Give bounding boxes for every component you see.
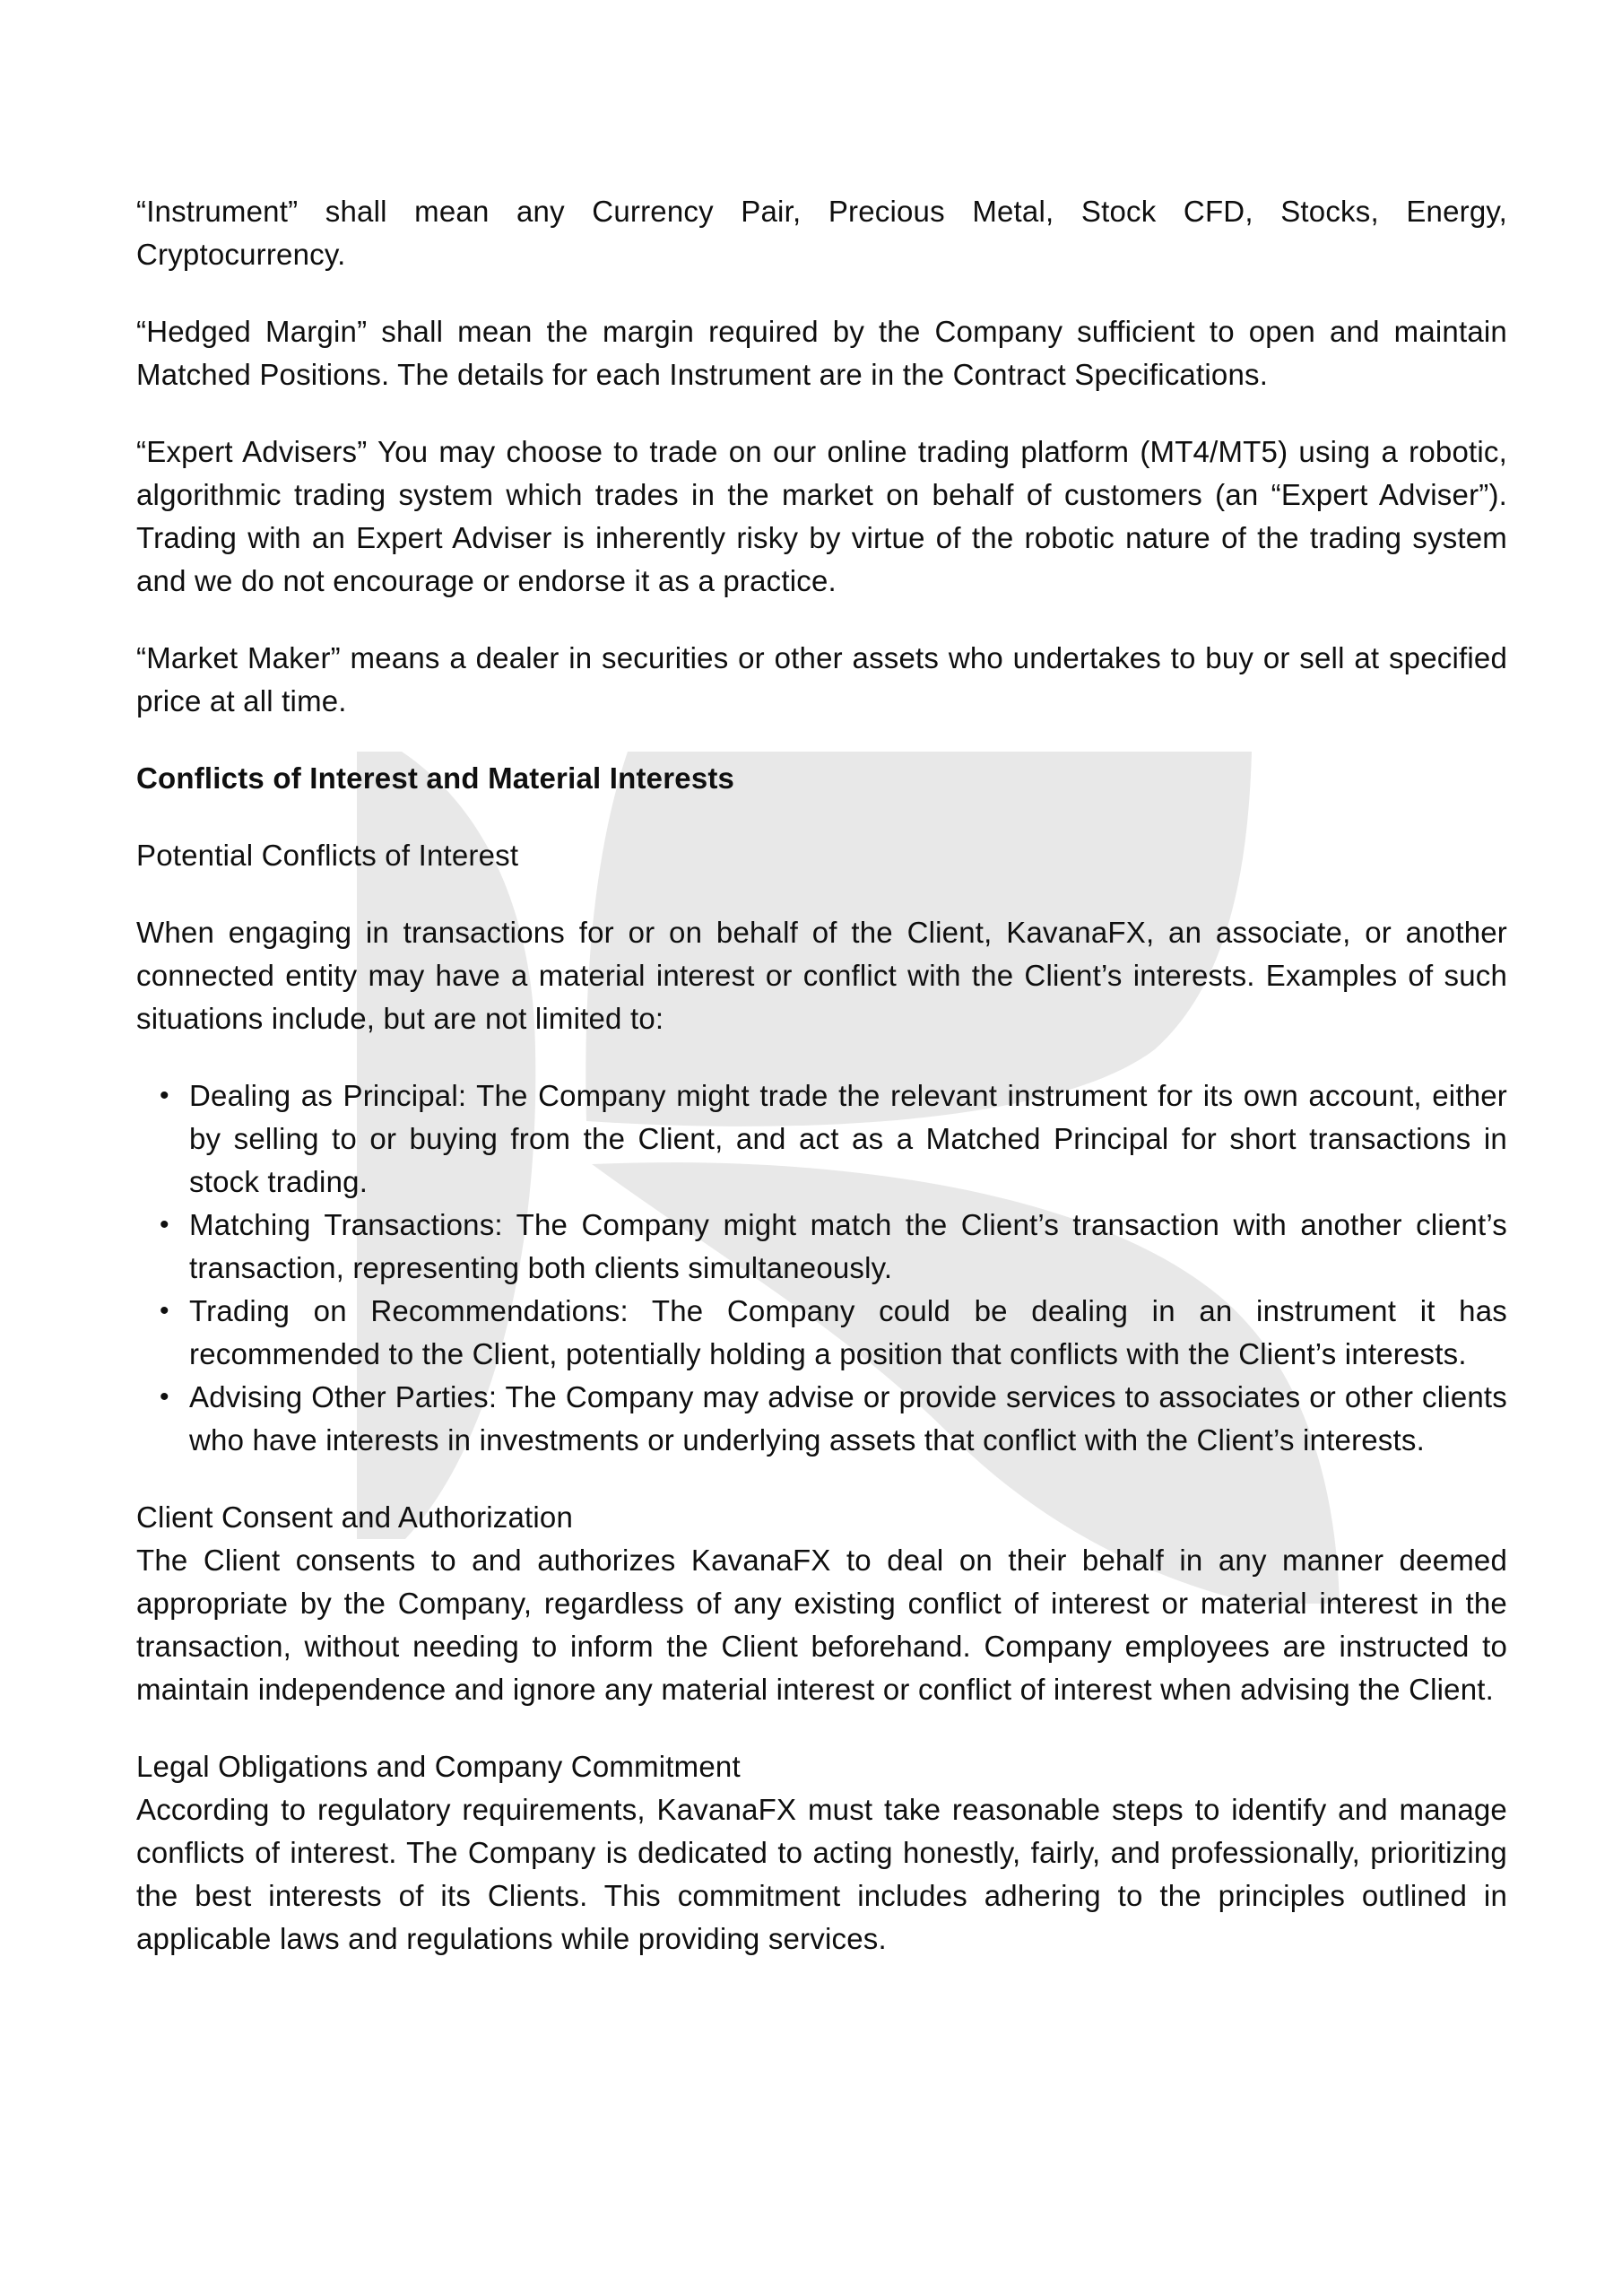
paragraph-instrument-definition: “Instrument” shall mean any Currency Pair, Precious Metal, Stock CFD, Stocks, Energy, Cryptocurrency. [136, 195, 1507, 271]
section-legal-obligations [136, 1745, 1507, 1961]
section-client-consent [136, 1496, 1507, 1711]
subheading-potential-conflicts: Potential Conflicts of Interest [136, 839, 519, 872]
list-item-dealing-as-principal: • Dealing as Principal: The Company might trade the relevant instrument for its own account, either by selling to or buying from the Client, and act as a Matched Principal for short transactions in stock trading. [189, 1074, 1507, 1204]
paragraph-market-maker-definition: “Market Maker” means a dealer in securities or other assets who undertakes to buy or sell at specified price at all time. [136, 641, 1507, 718]
paragraph-hedged-margin-definition: “Hedged Margin” shall mean the margin required by the Company sufficient to open and maintain Matched Positions. The details for each Instrument are in the Contract Specifications. [136, 315, 1507, 391]
document-body [136, 190, 1507, 1995]
subheading-legal-obligations: Legal Obligations and Company Commitment [136, 1750, 741, 1783]
paragraph-when-engaging: When engaging in transactions for or on behalf of the Client, KavanaFX, an associate, or another connected entity may have a material interest or conflict with the Client’s interests. Examples of such situations include, but are not limited to: [136, 916, 1507, 1035]
paragraph-expert-advisers-definition: “Expert Advisers” You may choose to trade on our online trading platform (MT4/MT5) using a robotic, algorithmic trading system which trades in the market on behalf of customers (an “Expert Adviser”). Trading with an Expert Adviser is inherently risky by virtue of the robotic nature of the trading system and we do not encourage or endorse it as a practice. [136, 435, 1507, 597]
heading-conflicts-of-interest: Conflicts of Interest and Material Interests [136, 761, 735, 795]
conflict-examples-list [136, 1074, 1507, 1462]
subheading-client-consent: Client Consent and Authorization [136, 1500, 574, 1534]
list-item-trading-on-recommendations: • Trading on Recommendations: The Company could be dealing in an instrument it has recommended to the Client, potentially holding a position that conflicts with the Client’s interests. [189, 1290, 1507, 1376]
list-item-advising-other-parties: • Advising Other Parties: The Company may advise or provide services to associates or other clients who have interests in investments or underlying assets that conflict with the Client’s interests. [189, 1376, 1507, 1462]
paragraph-client-consent: The Client consents to and authorizes KavanaFX to deal on their behalf in any manner deemed appropriate by the Company, regardless of any existing conflict of interest or material interest in the transaction, without needing to inform the Client beforehand. Company employees are instructed to maintain independence and ignore any material interest or conflict of interest when advising the Client. [136, 1544, 1507, 1706]
paragraph-legal-obligations: According to regulatory requirements, KavanaFX must take reasonable steps to identify and manage conflicts of interest. The Company is dedicated to acting honestly, fairly, and professionally, prioritizing the best interests of its Clients. This commitment includes adhering to the principles outlined in applicable laws and regulations while providing services. [136, 1793, 1507, 1955]
list-item-matching-transactions: • Matching Transactions: The Company might match the Client’s transaction with another client’s transaction, representing both clients simultaneously. [189, 1204, 1507, 1290]
